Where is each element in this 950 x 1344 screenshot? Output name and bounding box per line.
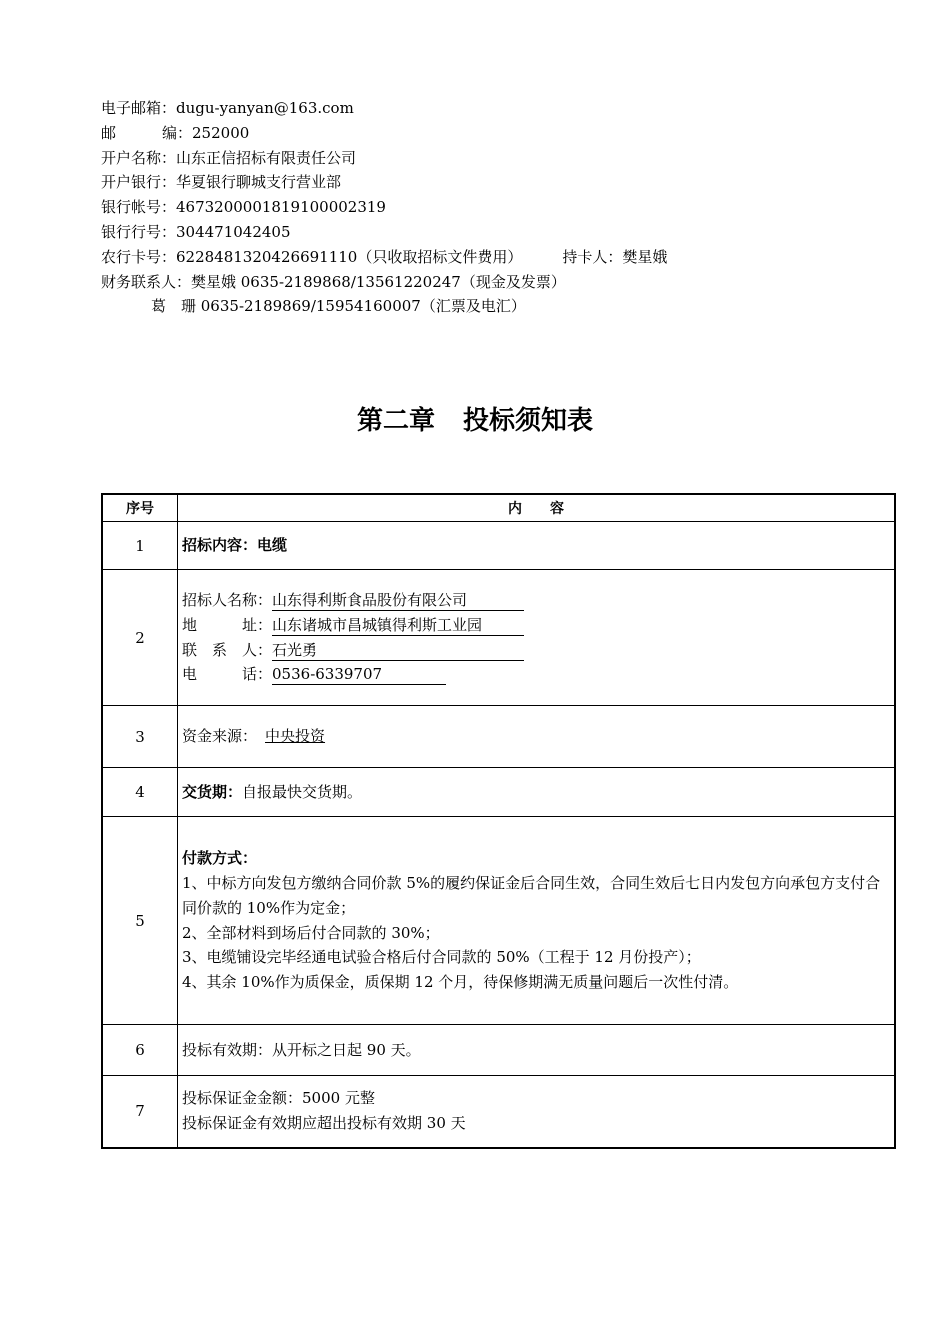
bank-code-line: 银行行号：304471042405	[101, 222, 291, 241]
card-holder: 持卡人：樊星娥	[562, 247, 668, 266]
bank-line: 开户银行：华夏银行聊城支行营业部	[101, 173, 342, 192]
account-no-line: 银行帐号：4673200001819100002319	[101, 198, 386, 217]
bid-instructions-table	[101, 493, 896, 1149]
table-row: 2 招标人名称：山东得利斯食品股份有限公司 地 址：山东诸城市昌城镇得利斯工业园 联 系 人：石光勇 电 话：0536-6339707	[102, 570, 895, 706]
email-line: 电子邮箱：dugu-yanyan@163.com	[101, 99, 354, 117]
finance-line-1: 财务联系人：樊星娥 0635-2189868/13561220247（现金及发票）	[101, 272, 566, 291]
header-num: 序号	[102, 494, 178, 522]
table-row: 1 招标内容：电缆	[102, 522, 895, 570]
finance-line-2: 葛 珊 0635-2189869/15954160007（汇票及电汇）	[151, 297, 526, 316]
postcode-line: 邮 编：252000	[101, 123, 250, 142]
contact-info	[101, 96, 667, 319]
account-name-line: 开户名称：山东正信招标有限责任公司	[101, 148, 357, 167]
table-row: 5 付款方式： 1、中标方向发包方缴纳合同价款 5%的履约保证金后合同生效，合同生效后七日内发包方向承包方支付合同价款的 10%作为定金； 2、全部材料到场后付合同款的 30%； 3、电缆铺设完毕经通电试验合格后付合同款的 50%（工程于 12 月份投产）； 4、其余 10%作为质保金，质保期 12 个月，待保修期满无质量问题后一次性付清。	[102, 817, 895, 1025]
chapter-title: 第二章 投标须知表	[356, 406, 594, 436]
table-row: 4 交货期：自报最快交货期。	[102, 768, 895, 817]
table-header-row	[102, 494, 895, 522]
card-line: 农行卡号：6228481320426691110（只收取招标文件费用） 持卡人：樊星娥	[101, 247, 668, 266]
header-content: 内 容	[178, 494, 896, 522]
table-row: 7 投标保证金金额：5000 元整 投标保证金有效期应超出投标有效期 30 天	[102, 1076, 895, 1148]
table-row: 6 投标有效期：从开标之日起 90 天。	[102, 1025, 895, 1076]
table-row: 3 资金来源： 中央投资	[102, 706, 895, 768]
